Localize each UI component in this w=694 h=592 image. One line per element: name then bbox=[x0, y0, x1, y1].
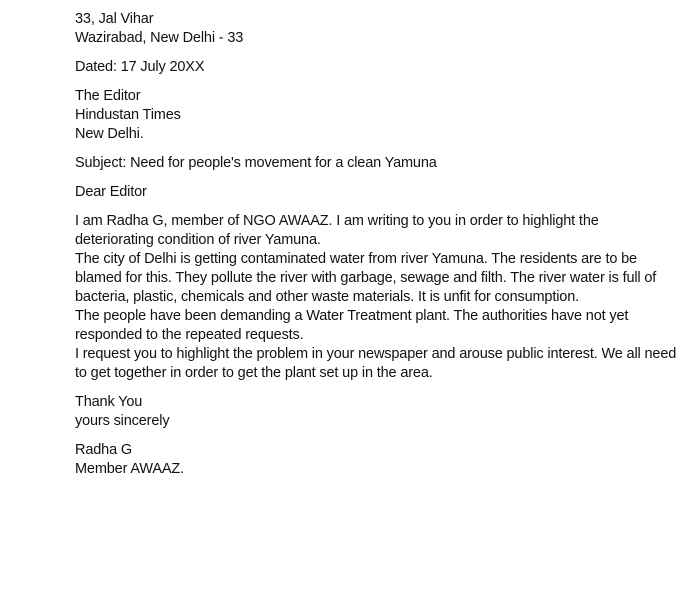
subject bbox=[75, 154, 680, 173]
letter-body bbox=[75, 212, 680, 383]
closing-line-2: yours sincerely bbox=[75, 413, 170, 429]
recipient-line-1: The Editor bbox=[75, 88, 141, 104]
date-text: Dated: 17 July 20XX bbox=[75, 59, 205, 75]
recipient-line-3: New Delhi. bbox=[75, 126, 144, 142]
body-paragraph-1: I am Radha G, member of NGO AWAAZ. I am writing to you in order to highlight the deteriorating condition of river Yamuna. bbox=[75, 213, 599, 248]
body-paragraph-2: The city of Delhi is getting contaminated water from river Yamuna. The residents are to be blamed for this. They pollute the river with garbage, sewage and filth. The river water is full of bacteria, plastic, chemicals and other waste materials. It is unfit for consumption. bbox=[75, 251, 657, 305]
closing-line-1: Thank You bbox=[75, 394, 143, 410]
date bbox=[75, 58, 680, 77]
body-paragraph-3: The people have been demanding a Water Treatment plant. The authorities have not yet responded to the repeated requests. bbox=[75, 308, 629, 343]
recipient-address bbox=[75, 87, 680, 144]
signature-name: Radha G bbox=[75, 442, 132, 458]
recipient-line-2: Hindustan Times bbox=[75, 107, 181, 123]
address-line-2: Wazirabad, New Delhi - 33 bbox=[75, 30, 244, 46]
letter bbox=[75, 10, 680, 489]
sender-address bbox=[75, 10, 680, 48]
signature bbox=[75, 441, 680, 479]
subject-text: Subject: Need for people's movement for a clean Yamuna bbox=[75, 155, 437, 171]
address-line-1: 33, Jal Vihar bbox=[75, 11, 154, 27]
signature-title: Member AWAAZ. bbox=[75, 461, 184, 477]
salutation-text: Dear Editor bbox=[75, 184, 147, 200]
body-paragraph-4: I request you to highlight the problem in your newspaper and arouse public interest. We all need to get together in order to get the plant set up in the area. bbox=[75, 346, 677, 381]
closing bbox=[75, 393, 680, 431]
salutation bbox=[75, 183, 680, 202]
